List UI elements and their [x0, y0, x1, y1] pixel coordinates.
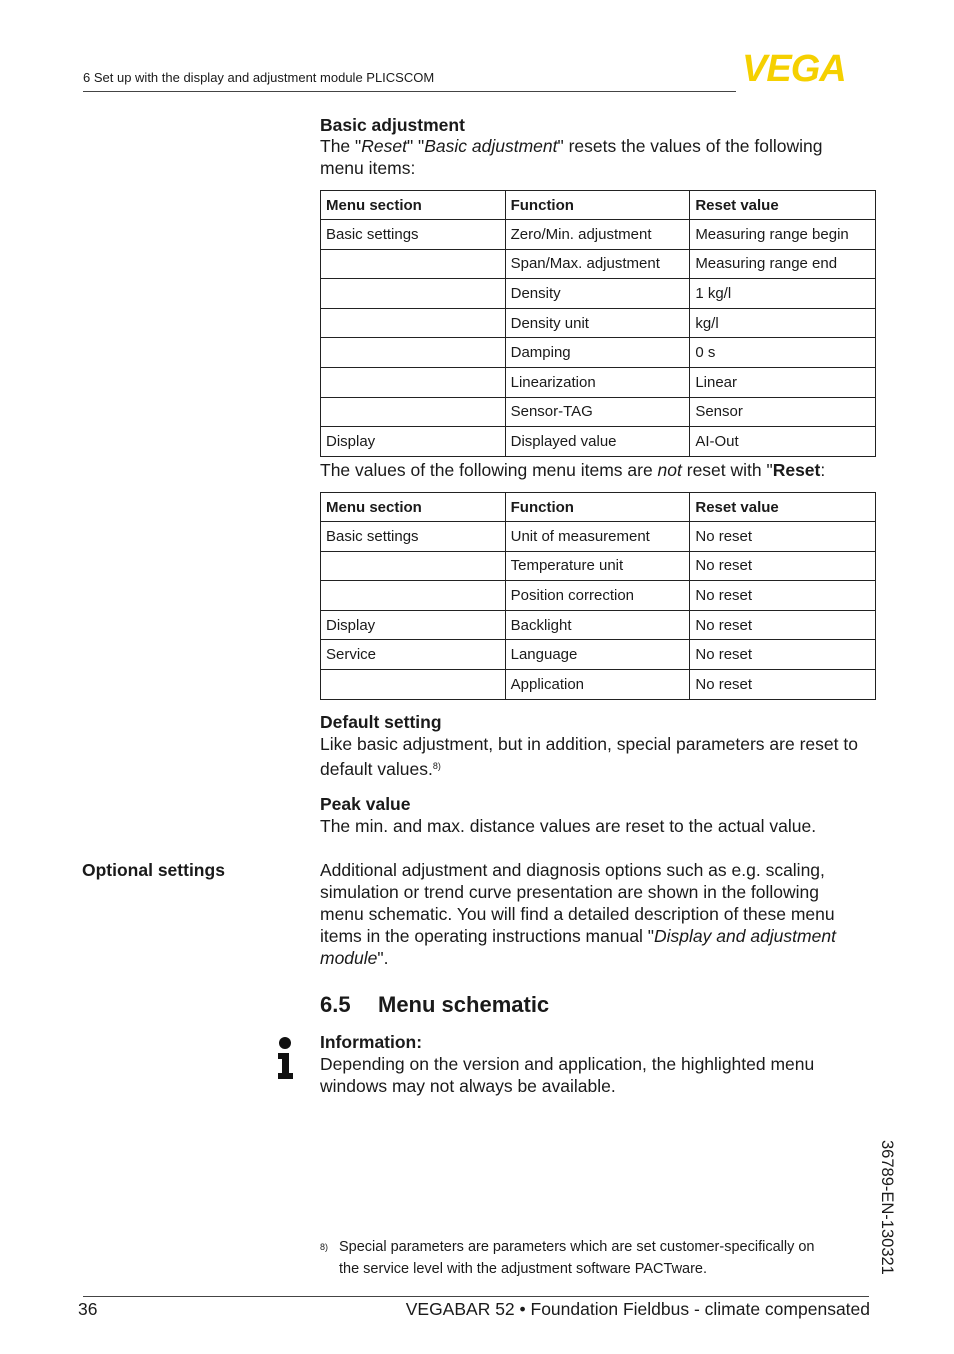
table-cell: Basic settings	[321, 220, 506, 250]
table-cell: Measuring range end	[690, 249, 876, 279]
table-cell: Position correction	[505, 581, 690, 611]
optional-settings-text: Additional adjustment and diagnosis options such as e.g. scaling, simulation or trend curve presentation are shown in the following menu schematic. You will find a detailed description of these menu items in the operating instructions manual "Display and adjustment module".	[320, 860, 836, 968]
table-row	[321, 640, 876, 670]
table-cell: Application	[505, 669, 690, 699]
table-cell	[321, 581, 506, 611]
table-header: Menu section	[321, 493, 506, 522]
table-cell: Linear	[690, 367, 876, 397]
table-row	[321, 669, 876, 699]
table-cell: Measuring range begin	[690, 220, 876, 250]
table-cell: kg/l	[690, 308, 876, 338]
table-cell: 1 kg/l	[690, 279, 876, 309]
table-cell: Density	[505, 279, 690, 309]
table-row	[321, 367, 876, 397]
information-text: Depending on the version and application, the highlighted menu windows may not always be available.	[320, 1054, 815, 1096]
table-row	[321, 249, 876, 279]
default-setting-text: Like basic adjustment, but in addition, special parameters are reset to default values.$^{8)}$	[320, 734, 858, 779]
table-cell	[321, 551, 506, 581]
page-number: 36	[78, 1299, 98, 1319]
table-row	[321, 581, 876, 611]
table-header: Function	[505, 493, 690, 522]
footnote-mark: 8)	[320, 1242, 329, 1252]
table-row	[321, 220, 876, 250]
logo-text: VEGA	[742, 52, 846, 84]
table-cell: No reset	[690, 669, 876, 699]
section-number: 6.5	[320, 992, 351, 1017]
reset-values-table	[320, 190, 876, 457]
section-title-text: Menu schematic	[378, 992, 550, 1017]
table-cell: No reset	[690, 522, 876, 552]
table-cell: Language	[505, 640, 690, 670]
document-code: 36789-EN-130321	[878, 1140, 896, 1275]
table-cell: No reset	[690, 581, 876, 611]
vega-logo	[742, 52, 872, 84]
table-cell	[321, 279, 506, 309]
basic-adjustment-heading: Basic adjustment	[320, 115, 465, 135]
table-cell: Backlight	[505, 610, 690, 640]
footnote: 8) Special parameters are parameters which are set customer-specifically on the service level with the adjustment software PACTware.	[320, 1236, 865, 1280]
table-cell	[321, 338, 506, 368]
table-cell: Zero/Min. adjustment	[505, 220, 690, 250]
optional-settings-label: Optional settings	[82, 860, 225, 880]
table-cell: Density unit	[505, 308, 690, 338]
default-setting-heading: Default setting	[320, 712, 442, 732]
section-title	[320, 992, 549, 1018]
table-cell: Linearization	[505, 367, 690, 397]
table-row	[321, 427, 876, 457]
table-cell: AI-Out	[690, 427, 876, 457]
table-cell	[321, 367, 506, 397]
table-cell: Displayed value	[505, 427, 690, 457]
table-row	[321, 522, 876, 552]
table-cell: Damping	[505, 338, 690, 368]
peak-value-text: The min. and max. distance values are reset to the actual value.	[320, 816, 817, 836]
table-row	[321, 397, 876, 427]
table-cell: 0 s	[690, 338, 876, 368]
table-row	[321, 338, 876, 368]
header-rule	[83, 91, 736, 92]
table-cell: No reset	[690, 610, 876, 640]
footnote-ref: 8)	[432, 761, 441, 771]
table-header: Reset value	[690, 191, 876, 220]
table-cell	[321, 397, 506, 427]
table-row	[321, 308, 876, 338]
running-header: 6 Set up with the display and adjustment module PLICSCOM	[83, 70, 435, 85]
table-header: Reset value	[690, 493, 876, 522]
table-cell: Basic settings	[321, 522, 506, 552]
table-cell: Unit of measurement	[505, 522, 690, 552]
not-reset-sentence: The values of the following menu items are not reset with "Reset:	[320, 460, 826, 480]
table-header: Menu section	[321, 191, 506, 220]
table-cell: Service	[321, 640, 506, 670]
table-cell: Display	[321, 610, 506, 640]
table-row	[321, 551, 876, 581]
info-icon	[275, 1036, 295, 1080]
table-header: Function	[505, 191, 690, 220]
table-row	[321, 279, 876, 309]
footer-title: VEGABAR 52 • Foundation Fieldbus - climate compensated	[405, 1299, 870, 1319]
table-cell	[321, 308, 506, 338]
table-cell: Temperature unit	[505, 551, 690, 581]
table-cell: Sensor	[690, 397, 876, 427]
basic-adjustment-intro: The "Reset" "Basic adjustment" resets the values of the following menu items:	[320, 136, 823, 178]
table-cell: Display	[321, 427, 506, 457]
information-heading: Information:	[320, 1032, 423, 1052]
table-cell	[321, 669, 506, 699]
table-cell: No reset	[690, 551, 876, 581]
table-cell: No reset	[690, 640, 876, 670]
not-reset-table	[320, 492, 876, 700]
table-cell: Span/Max. adjustment	[505, 249, 690, 279]
table-cell: Sensor-TAG	[505, 397, 690, 427]
peak-value-heading: Peak value	[320, 794, 411, 814]
table-row	[321, 610, 876, 640]
table-cell	[321, 249, 506, 279]
footer-rule	[83, 1296, 869, 1297]
